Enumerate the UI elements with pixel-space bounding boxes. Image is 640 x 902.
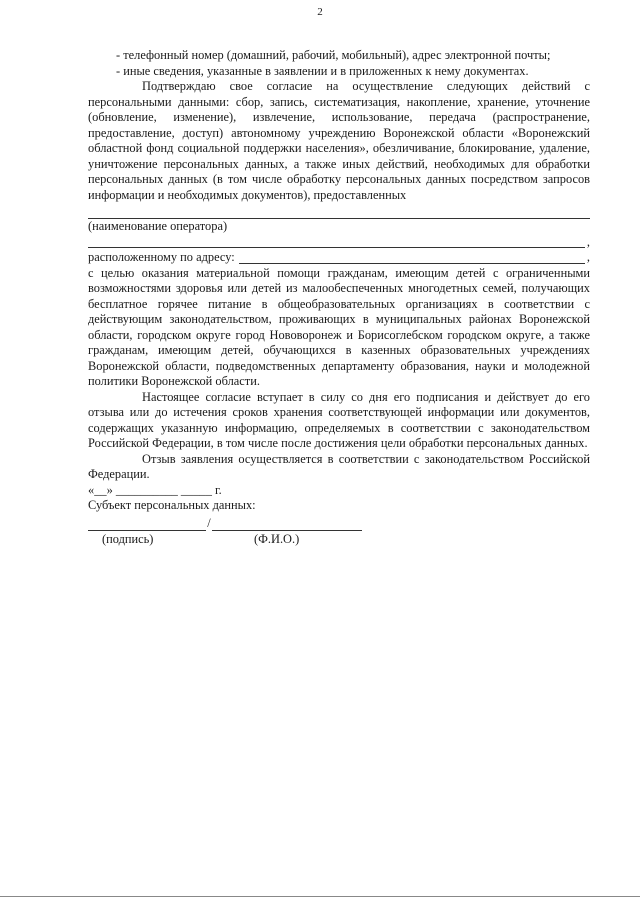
purpose-paragraph: с целью оказания материальной помощи гражданам, имеющим детей с ограниченными возможностями здоровья или детей из малообеспеченных многодетных семей, получающих бесплатное горячее питание в общеобразовательных организациях в соответствии с действующим законодательством, проживающих в муниципальных районах Воронежской области, городском округе город Нововоронеж и Борисоглебском городском округе, а также гражданам, имеющим детей, обучающихся в казенных образовательных учреждениях Воронежской области, подведомственных департаменту образования, науки и молодежной политики Воронежской области. — [88, 265, 590, 388]
address-row — [88, 250, 590, 266]
validity-paragraph: Настоящее согласие вступает в силу со дня его подписания и действует до его отзыва или до истечения сроков хранения соответствующей информации или документов, содержащих указанную информацию, определяемых в соответствии с законодательством Российской Федерации, в том числе после достижения цели обработки персональных данных. — [88, 389, 590, 450]
bullet-other-info: - иные сведения, указанные в заявлении и в приложенных к нему документах. — [116, 63, 529, 78]
address-label: расположенному по адресу: — [88, 250, 235, 264]
date-line: «__» __________ _____ г. — [88, 482, 222, 497]
operator-continuation-row — [88, 235, 590, 251]
comma-mark: , — [586, 234, 590, 249]
operator-name-line — [88, 206, 590, 219]
name-line — [212, 517, 362, 531]
page-number: 2 — [317, 6, 323, 18]
address-line — [239, 251, 585, 264]
bullet-contacts: - телефонный номер (домашний, рабочий, мобильный), адрес электронной почты; — [116, 48, 551, 62]
signature-labels — [88, 532, 590, 548]
subject-label: Субъект персональных данных: — [88, 498, 256, 512]
signature-lines — [88, 516, 590, 532]
signature-line — [88, 517, 206, 531]
comma-mark-2: , — [586, 250, 590, 264]
revocation-paragraph: Отзыв заявления осуществляется в соответствии с законодательством Российской Федерации. — [88, 451, 590, 481]
operator-label: (наименование оператора) — [88, 219, 228, 233]
document-body — [88, 48, 590, 548]
signature-separator: / — [207, 515, 211, 530]
page-bottom-edge — [0, 896, 640, 897]
signature-label: (подпись) — [102, 532, 154, 546]
name-label: (Ф.И.О.) — [254, 532, 300, 546]
consent-paragraph: Подтверждаю свое согласие на осуществление следующих действий с персональными данными: сбор, запись, систематизация, накопление, хранение, уточнение (обновление, изменение), извлечение, использование, передача (распространение, предоставление, доступ) автономному учреждению Воронежской области «Воронежский областной фонд социальной поддержки населения», обезличивание, блокирование, удаление, уничтожение персональных данных, а также иных действий, необходимых для обработки персональных данных (в том числе обработку персональных данных посредством запросов информации и необходимых документов), предоставленных — [88, 79, 590, 202]
operator-continuation-line — [88, 235, 585, 248]
